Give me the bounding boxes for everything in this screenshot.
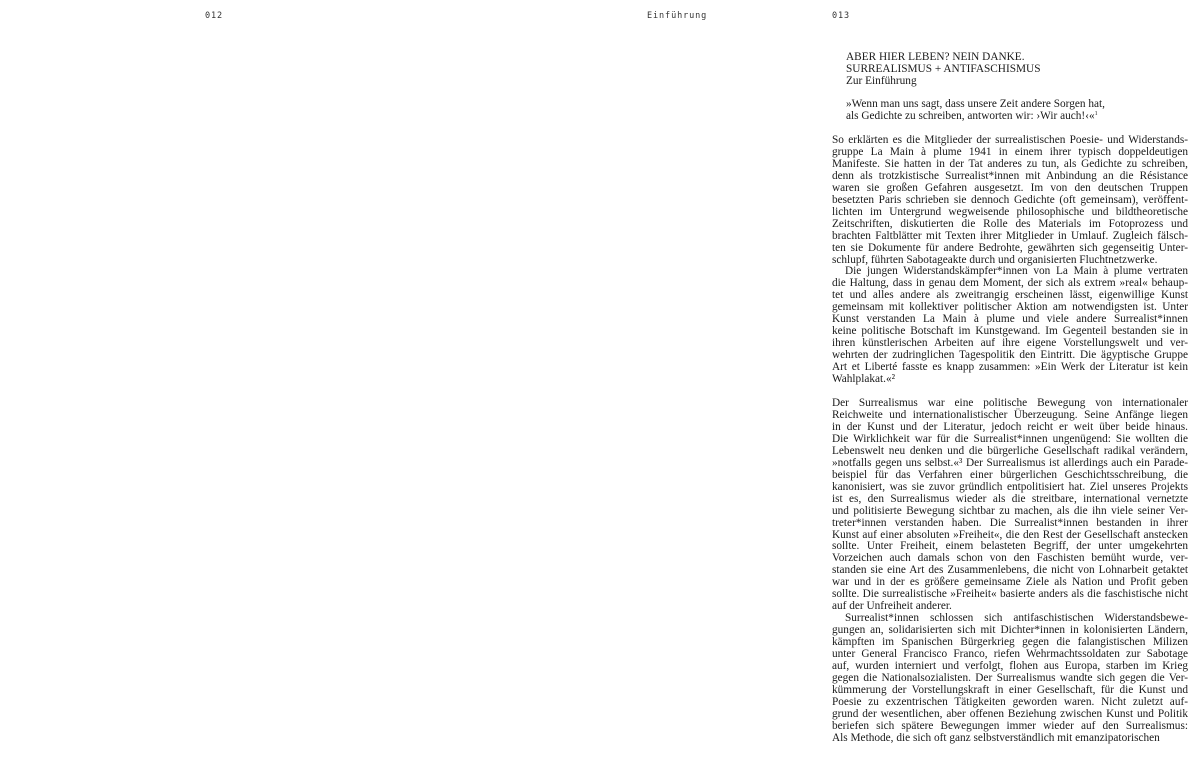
text-line: denn als trotzkistische Surrealist*innen mit Anbindung an die Résistance (832, 169, 1188, 182)
text-line: besetzten Paris schrieben sie dennoch Gedichte (oft gemeinsam), veröffent- (832, 193, 1188, 206)
text-line: brachten Faltblätter mit Texten ihrer Mitglieder in Umlauf. Zugleich fälsch- (832, 229, 1188, 242)
text-line: ten sie Dokumente für andere Bedrohte, gewährten sich gegenseitig Unter- (832, 241, 1188, 254)
text-line: Der Surrealismus war eine politische Bewegung von internationaler (832, 397, 1188, 410)
text-line: gemeinsam mit kollektiver politischer Aktion am notwendigsten ist. Unter (832, 301, 1188, 314)
epigraph (846, 99, 1186, 123)
running-head: Einführung (647, 11, 708, 21)
text-line: Kunst verstanden La Main à plume und viele andere Surrealist*innen (832, 313, 1188, 326)
text-line: ihren künstlerischen Arbeiten auf ihre eigene Vorstellungswelt und ver- (832, 337, 1188, 350)
text-line: und politisierte Bewegung sichtbar zu machen, als die ihn viele seiner Ver- (832, 504, 1188, 517)
text-line: Als Methode, die sich oft ganz selbstverständlich mit emanzipatorischen (832, 731, 1160, 744)
text-line: Manifeste. Sie hatten in der Tat anderes zu tun, als Gedichte zu schreiben, (832, 157, 1188, 170)
text-line: kanonisiert, was sie zuvor gründlich entpolitisiert hat. Ziel unseres Projekts (832, 480, 1188, 493)
text-line: Die Wirklichkeit war für die Surrealist*innen ungenügend: Sie wollten die (832, 432, 1188, 445)
text-line: standen sie eine Art des Zusammenlebens, die nicht von Lohnarbeit getaktet (832, 564, 1188, 577)
text-line: lichten im Untergrund wegweisende philosophische und bildtheoretische (832, 205, 1188, 218)
text-line: Wahlplakat.«² (832, 373, 896, 386)
epigraph-line-2 (846, 111, 1186, 123)
text-line: beispiel für das Verfahren einer bürgerlichen Geschichtsschreibung, die (832, 468, 1188, 481)
text-line: in der Kunst und der Literatur, jedoch reicht er weit über beide hinaus. (832, 420, 1188, 433)
text-line: sollte. Die surrealistische »Freiheit« basierte anders als die faschistische nicht (832, 588, 1188, 601)
text-line: Vorzeichen auch damals schon von den Faschisten bemüht wurde, ver- (832, 552, 1188, 565)
text-line: unter General Francisco Franco, riefen Wehrmachtssoldaten zur Sabotage (832, 648, 1188, 661)
body-paragraph (832, 398, 1188, 613)
body-text (832, 135, 1188, 745)
text-line: Poesie zu exzentrischen Tätigkeiten geworden waren. Nicht zuletzt auf- (832, 695, 1188, 708)
text-line: schlupf, führten Sabotageakte durch und organisierten Fluchtnetzwerke. (832, 253, 1158, 266)
text-line: die Haltung, dass in genau dem Moment, der sich als extrem »real« behaup- (832, 277, 1188, 290)
text-line: sollte. Unter Freiheit, einem belasteten Begriff, der unter umgekehrten (832, 540, 1188, 553)
footnote-marker: 1 (1094, 110, 1098, 117)
text-line: tet und alles andere als zweitrangig erscheinen lässt, eigenwillige Kunst (832, 289, 1188, 302)
text-line: gruppe La Main à plume 1941 in einem ihrer typisch doppeldeutigen (832, 145, 1188, 158)
text-line: gungen an, solidarisierten sich mit Dichter*innen in kolonisierten Ländern, (832, 624, 1188, 637)
text-line: wehrten der zudringlichen Tagespolitik den Eintritt. Die ägyptische Gruppe (832, 349, 1188, 362)
epigraph-line-1: »Wenn man uns sagt, dass unsere Zeit andere Sorgen hat, (846, 98, 1105, 110)
body-paragraph (832, 266, 1188, 386)
text-line: Art et Liberté fasste es knapp zusammen: »Ein Werk der Literatur ist kein (832, 361, 1188, 374)
text-line: Zeitschriften, diskutierten die Rolle des Materials im Fotoprozess und (832, 217, 1188, 230)
text-line: treter*innen verstanden haben. Die Surrealist*innen bestanden in ihrer (832, 516, 1188, 529)
text-line: ist es, den Surrealismus wieder als die streitbare, international vernetzte (832, 492, 1188, 505)
chapter-title-line-1: ABER HIER LEBEN? NEIN DANKE. (846, 51, 1025, 63)
text-line: beriefen sich spätere Bewegungen immer wieder auf den Surrealismus: (832, 719, 1188, 732)
text-line: »notfalls gegen uns selbst.«³ Der Surrealismus ist allerdings auch ein Parade- (832, 456, 1188, 469)
text-line: Surrealist*innen schlossen sich antifaschistischen Widerstandsbewe- (845, 612, 1188, 625)
text-line: Reichweite und internationalistischer Überzeugung. Seine Anfänge liegen (832, 408, 1188, 421)
body-paragraph (832, 613, 1188, 744)
text-line: Die jungen Widerstandskämpfer*innen von La Main à plume vertraten (845, 265, 1188, 278)
text-line: kämpften im Spanischen Bürgerkrieg gegen die falangistischen Milizen (832, 636, 1188, 649)
text-line: gegen die Nationalsozialisten. Der Surrealismus wandte sich gegen die Ver- (832, 671, 1188, 684)
text-line: auf, wurden interniert und verfolgt, flohen aus Europa, starben im Krieg (832, 659, 1188, 672)
text-line: So erklärten es die Mitglieder der surrealistischen Poesie- und Widerstands- (832, 134, 1188, 146)
text-line: Lebenswelt neu denken und die bürgerliche Gesellschaft radikal verändern, (832, 444, 1188, 457)
text-line: Kunst auf einer absoluten »Freiheit«, die den Rest der Gesellschaft anstecken (832, 528, 1188, 541)
text-line: waren sie großen Gefahren ausgesetzt. Im von den deutschen Truppen (832, 181, 1188, 194)
page-number-right: 013 (832, 11, 851, 21)
chapter-title-line-2: SURREALISMUS + ANTIFASCHISMUS (846, 62, 1041, 75)
chapter-subtitle: Zur Einführung (846, 74, 917, 87)
text-line: kümmerung der Vorstellungskraft in einer Gesellschaft, für die Kunst und (832, 683, 1188, 696)
page-number-left: 012 (205, 11, 224, 21)
text-line: auf der Unfreiheit anderer. (832, 600, 952, 613)
chapter-title-block (846, 52, 1186, 88)
text-line: war und in der es größere gemeinsame Ziele als Nation und Profit geben (832, 576, 1188, 589)
text-line: grund der wesentlichen, aber offenen Beziehung zwischen Kunst und Politik (832, 707, 1188, 720)
text-line: keine politische Botschaft im Kunstgewand. Im Gegenteil bestanden sie in (832, 325, 1188, 338)
body-paragraph (832, 135, 1188, 266)
epigraph-line-2-text: als Gedichte zu schreiben, antworten wir: ›Wir auch!‹« (846, 109, 1095, 122)
